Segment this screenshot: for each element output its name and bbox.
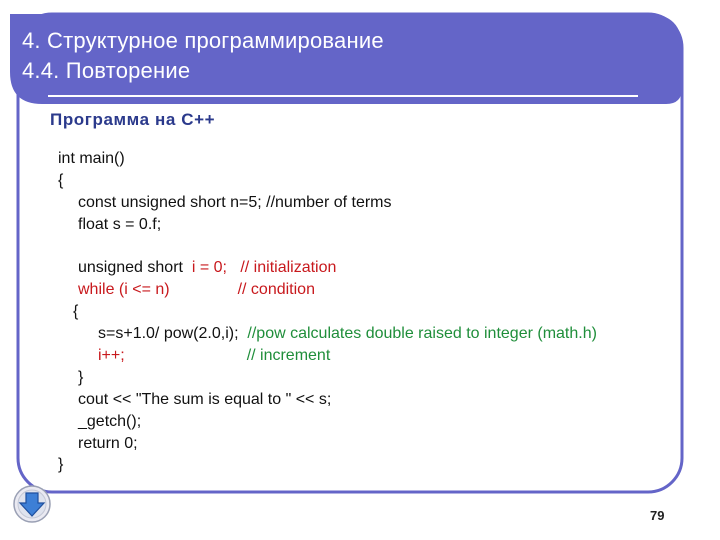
down-arrow-icon[interactable] (12, 484, 52, 524)
code-line: const unsigned short n=5; //number of terms (78, 193, 392, 211)
code-block (58, 148, 597, 476)
code-comment: //pow calculates double raised to integer (math.h) (247, 325, 597, 343)
code-line: float s = 0.f; (78, 215, 162, 233)
code-line: cout << "The sum is equal to " << s; (78, 390, 332, 408)
code-line: _getch(); (78, 412, 142, 430)
code-line: { (58, 171, 64, 189)
code-line: } (58, 456, 64, 474)
title-line-1: 4. Структурное программирование (22, 28, 384, 53)
code-line: } (78, 368, 84, 386)
code-line (58, 345, 597, 367)
page-number: 79 (650, 508, 665, 523)
code-text: s=s+1.0/ pow(2.0,i); (98, 325, 239, 343)
code-keyword: while (i <= n) (78, 281, 170, 299)
code-comment: // increment (246, 347, 331, 365)
code-keyword: i++; (98, 347, 125, 365)
code-line (58, 323, 597, 345)
code-line (58, 279, 597, 301)
code-line (58, 257, 597, 279)
code-text: unsigned short (78, 259, 183, 277)
code-line: int main() (58, 150, 125, 167)
slide-title (22, 26, 384, 86)
slide-subtitle: Программа на С++ (50, 110, 216, 129)
code-line: return 0; (78, 434, 138, 452)
code-comment: // initialization (240, 259, 337, 277)
code-keyword: i = 0; (191, 259, 227, 277)
code-line: { (73, 303, 79, 321)
code-line-blank (58, 236, 597, 258)
title-line-2: 4.4. Повторение (22, 58, 191, 83)
code-comment: // condition (237, 281, 315, 299)
